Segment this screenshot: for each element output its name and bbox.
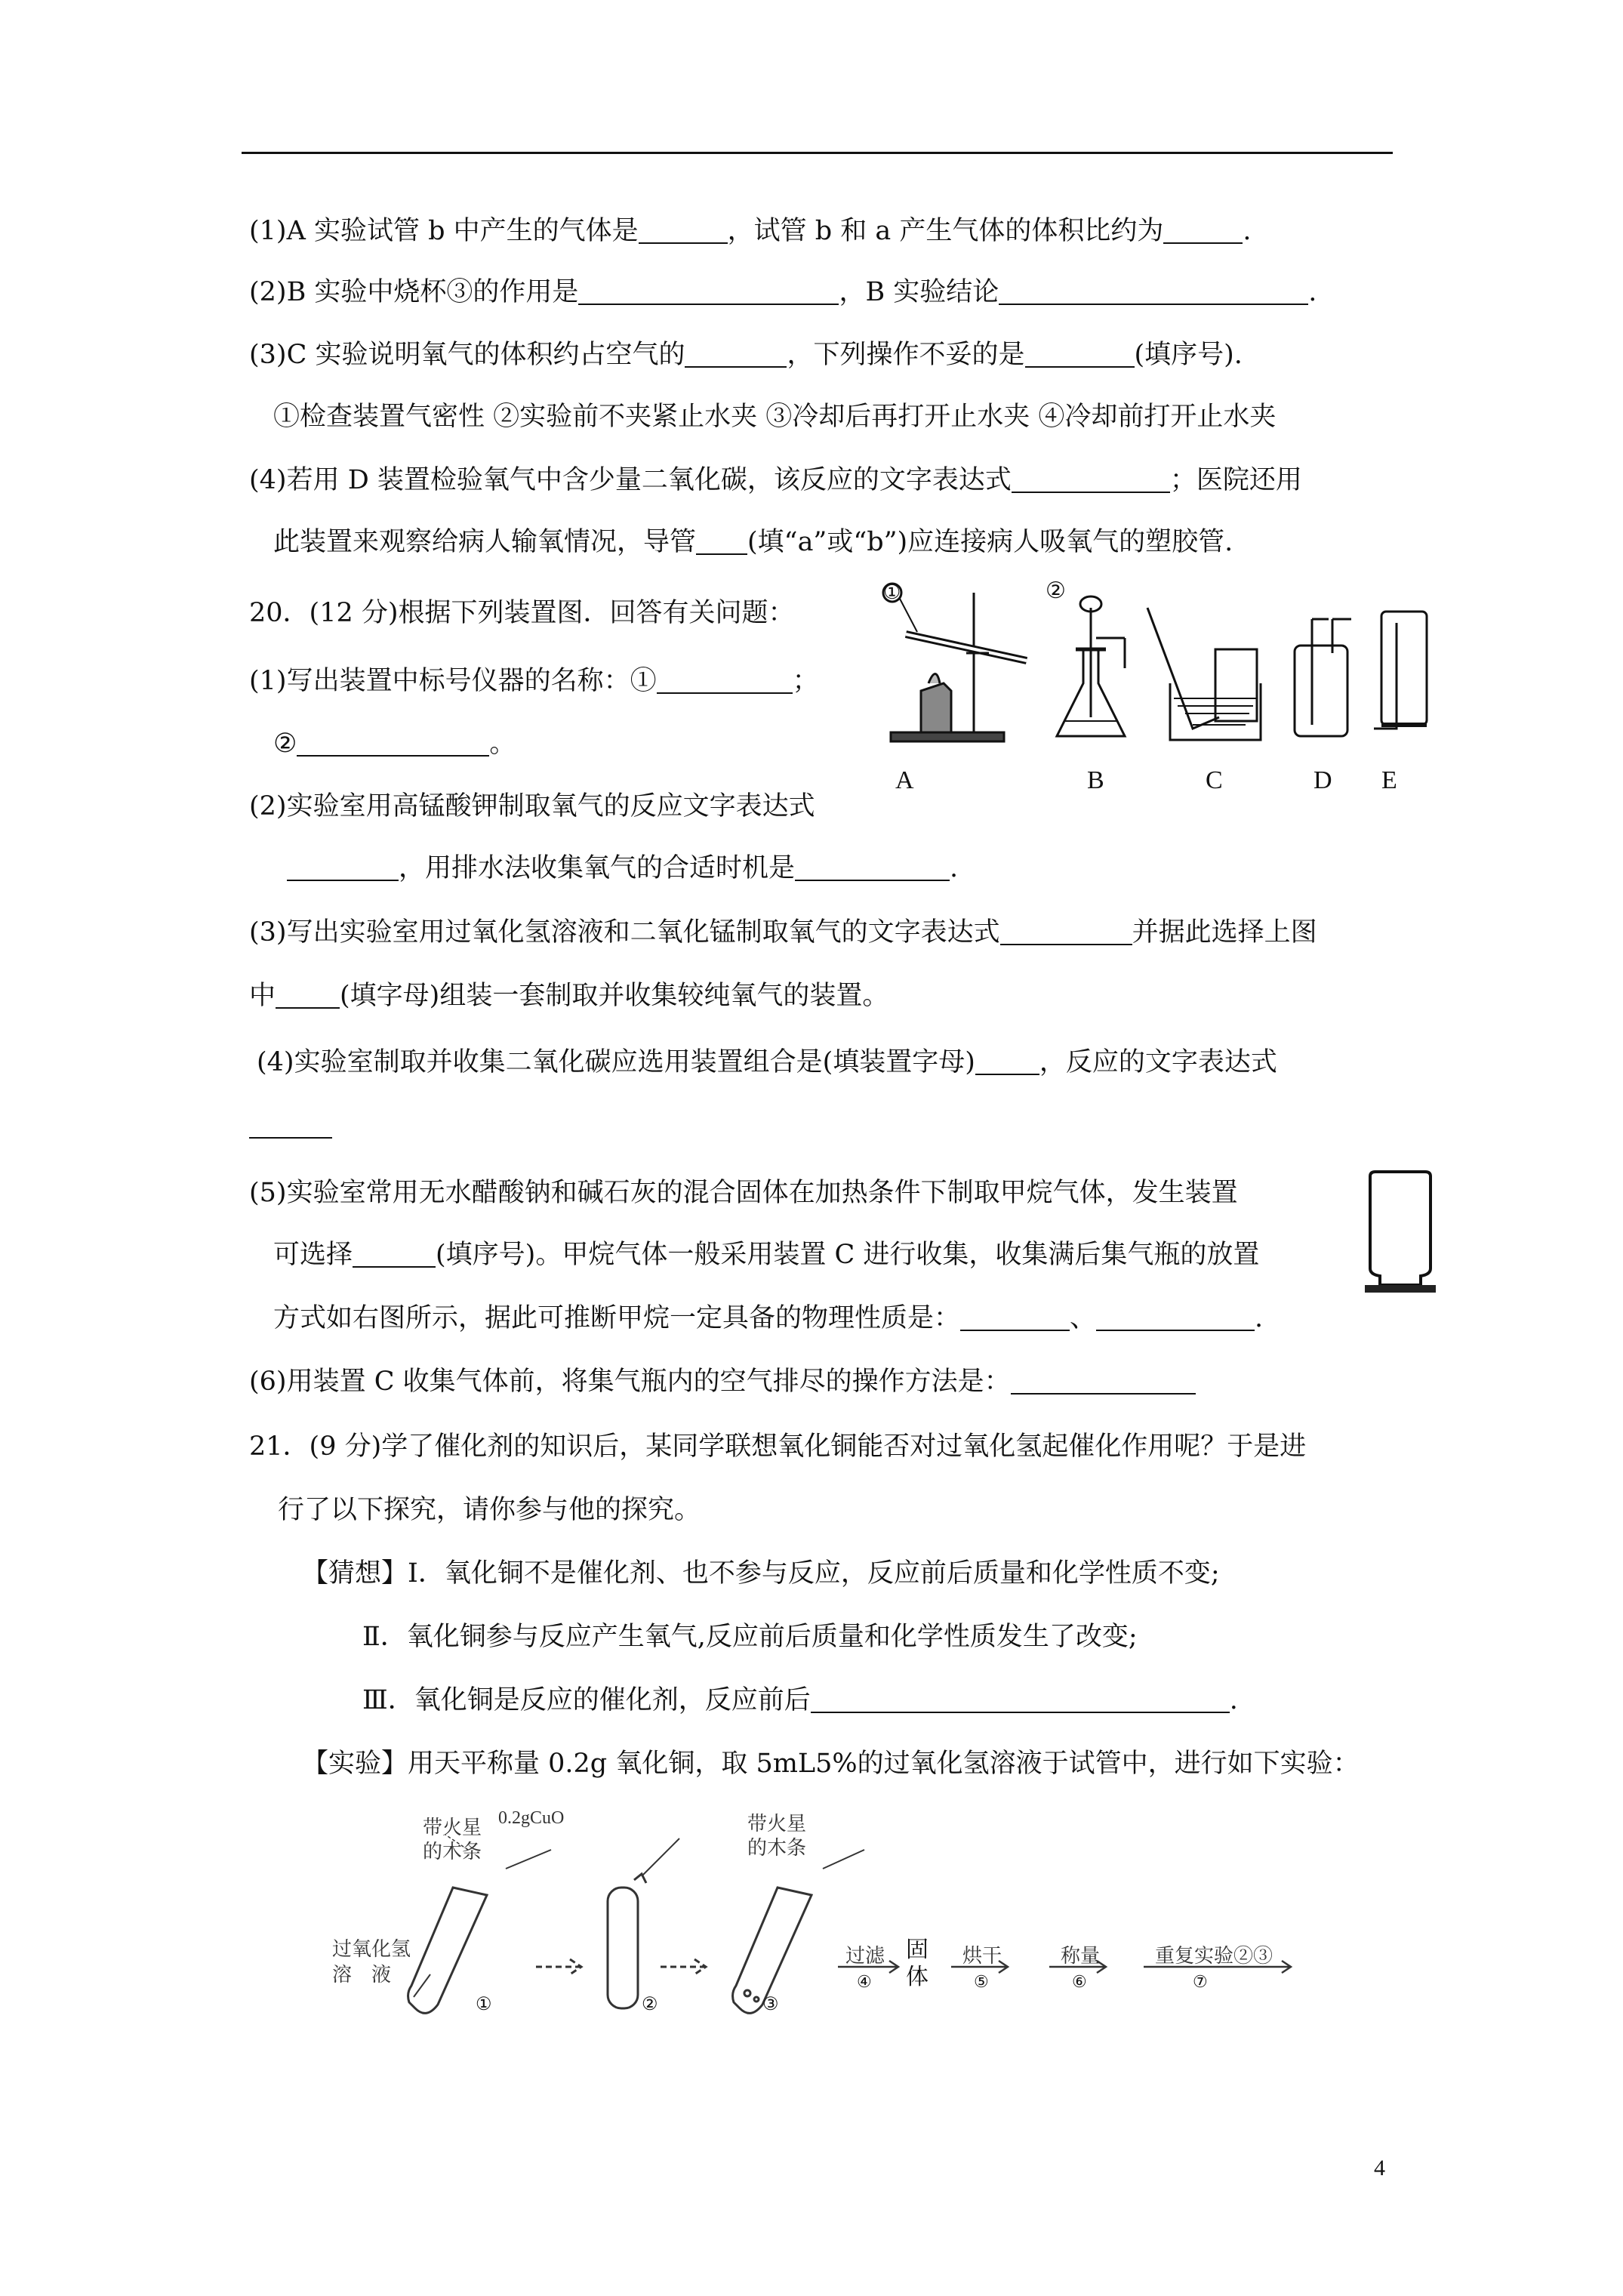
- q19-part3: [249, 338, 1243, 371]
- q20-part5-cont2: [273, 1302, 1263, 1335]
- answer-blank[interactable]: [578, 276, 839, 305]
- h2o2-label: [332, 1937, 411, 1988]
- solid-line2: 体: [906, 1965, 929, 1989]
- q19-part3-text3: (填序号).: [1134, 340, 1243, 370]
- q20-part5-sep: 、: [1070, 1303, 1097, 1333]
- answer-blank[interactable]: [685, 339, 787, 368]
- q19-part1: [249, 214, 1252, 248]
- weigh-label: 称量: [1061, 1945, 1101, 1967]
- filter-label: 过滤: [845, 1945, 885, 1967]
- solid-line1: 固: [906, 1937, 929, 1962]
- q19-part3-text2: ，下列操作不妥的是: [787, 340, 1025, 370]
- repeat-label: 重复实验②③: [1155, 1945, 1273, 1967]
- label-c: C: [1206, 766, 1223, 794]
- apparatus-a: [883, 584, 1027, 741]
- splint-1-line2: 的木条: [423, 1841, 482, 1863]
- solid-label: [906, 1937, 929, 1991]
- q20-part2-text2: ，用排水法收集氧气的合适时机是: [399, 853, 796, 883]
- answer-blank[interactable]: [657, 665, 793, 694]
- label-e: E: [1381, 766, 1397, 794]
- q19-part1-end: .: [1243, 216, 1252, 246]
- q19-options: ①检查装置气密性 ②实验前不夹紧止水夹 ③冷却后再打开止水夹 ④冷却前打开止水夹: [273, 402, 1277, 432]
- answer-blank[interactable]: [249, 1110, 332, 1139]
- answer-blank[interactable]: [960, 1302, 1070, 1331]
- q20-part1-cont: [273, 727, 516, 760]
- q19-part4-cont: [273, 525, 1233, 559]
- q20-part3: [249, 916, 1317, 949]
- q21-heading-cont: 行了以下探究，请你参与他的探究。: [278, 1495, 701, 1525]
- answer-blank[interactable]: [1096, 1302, 1255, 1331]
- answer-blank[interactable]: [276, 980, 340, 1009]
- apparatus-b: [1057, 596, 1125, 736]
- dry-label: 烘干: [962, 1945, 1002, 1967]
- q19-part2-end: .: [1308, 277, 1317, 307]
- apparatus-mark-2: ②: [1046, 578, 1066, 603]
- q20-part3-cont: [249, 979, 888, 1012]
- answer-blank[interactable]: [795, 852, 950, 881]
- q19-part2: [249, 276, 1317, 309]
- splint-label-2: [747, 1812, 806, 1860]
- apparatus-c: [1147, 608, 1261, 740]
- apparatus-mark-1: ①: [883, 581, 901, 603]
- q20-part5-cont1: [273, 1238, 1259, 1271]
- q20-part5-end: .: [1255, 1303, 1264, 1333]
- q19-part4-text2: ；医院还用: [1169, 465, 1302, 495]
- q19-part4-text4: (填“a”或“b”)应连接病人吸氧气的塑胶管.: [747, 527, 1233, 557]
- q20-part1: [249, 664, 819, 698]
- q19-part1-text: (1)A 实验试管 b 中产生的气体是: [249, 216, 639, 246]
- step-2-label: ②: [642, 1995, 658, 2014]
- step-3-label: ③: [762, 1995, 779, 2014]
- q21-experiment: 【实验】用天平称量 0.2g 氧化铜，取 5mL5%的过氧化氢溶液于试管中，进行如下实验：: [302, 1749, 1360, 1779]
- splint-2-line1: 带火星: [747, 1813, 807, 1835]
- answer-blank[interactable]: [999, 276, 1308, 305]
- q19-part4-text: (4)若用 D 装置检验氧气中含少量二氧化碳，该反应的文字表达式: [249, 465, 1012, 495]
- q19-part3-text: (3)C 实验说明氧气的体积约占空气的: [249, 340, 685, 370]
- q20-part1-text2: ；: [792, 666, 819, 696]
- q20-part5-text4: 方式如右图所示，据此可推断甲烷一定具备的物理性质是：: [273, 1303, 961, 1333]
- answer-blank[interactable]: [1012, 464, 1170, 493]
- label-a: A: [895, 766, 914, 794]
- q20-part5-text3: (填序号)。甲烷气体一般采用装置 C 进行收集，收集满后集气瓶的放置: [436, 1240, 1260, 1270]
- answer-blank[interactable]: [975, 1046, 1039, 1075]
- weigh-step-label: ⑥: [1072, 1972, 1087, 1991]
- page-number: 4: [1374, 2156, 1385, 2180]
- answer-blank[interactable]: [696, 526, 747, 555]
- q20-part3-text2: 并据此选择上图: [1132, 917, 1317, 948]
- answer-blank[interactable]: [297, 728, 489, 757]
- inverted-jar-figure: [1359, 1170, 1442, 1302]
- label-b: B: [1087, 766, 1104, 794]
- q20-part4-text: (4)实验室制取并收集二氧化碳应选用装置组合是(填装置字母): [257, 1047, 975, 1077]
- dry-step-label: ⑤: [974, 1972, 989, 1991]
- splint-label-1: [423, 1816, 482, 1864]
- apparatus-d: [1295, 619, 1351, 736]
- splint-2-line2: 的木条: [747, 1837, 807, 1859]
- q19-part2-text: (2)B 实验中烧杯③的作用是: [249, 277, 579, 307]
- q21-heading: 21．(9 分)学了催化剂的知识后，某同学联想氧化铜能否对过氧化氢起催化作用呢？于是进: [249, 1432, 1307, 1462]
- q20-part1-end: 。: [489, 729, 516, 759]
- q20-part2: (2)实验室用高锰酸钾制取氧气的反应文字表达式: [249, 791, 815, 821]
- q21-guess-3: [362, 1684, 1238, 1717]
- h2o2-line1: 过氧化氢: [332, 1938, 411, 1960]
- q20-part3-text4: (填字母)组装一套制取并收集较纯氧气的装置。: [340, 981, 889, 1011]
- apparatus-figure: [876, 578, 1442, 759]
- apparatus-e: [1374, 612, 1427, 729]
- q19-part2-text2: ，B 实验结论: [839, 277, 999, 307]
- q20-heading: 20．(12 分)根据下列装置图．回答有关问题：: [249, 598, 795, 628]
- cuo-label: 0.2gCuO: [498, 1808, 565, 1828]
- q20-part3-text3: 中: [249, 981, 276, 1011]
- q20-part2-end: .: [950, 853, 959, 883]
- q21-guess-3-text: Ⅲ．氧化铜是反应的催化剂，反应前后: [362, 1685, 811, 1715]
- q20-part1-mark2: ②: [273, 729, 297, 759]
- q19-part4: [249, 464, 1302, 497]
- step-1-label: ①: [476, 1995, 492, 2014]
- tube-2: [608, 1838, 679, 2008]
- h2o2-line2: 溶 液: [332, 1964, 392, 1986]
- q20-part5: (5)实验室常用无水醋酸钠和碱石灰的混合固体在加热条件下制取甲烷气体，发生装置: [249, 1178, 1238, 1208]
- repeat-step-label: ⑦: [1193, 1972, 1208, 1991]
- q20-part6: [249, 1365, 1196, 1398]
- answer-blank[interactable]: [1000, 917, 1132, 945]
- answer-blank[interactable]: [639, 215, 728, 244]
- q20-part6-text: (6)用装置 C 收集气体前，将集气瓶内的空气排尽的操作方法是：: [249, 1367, 1011, 1397]
- q20-part2-cont: [287, 852, 958, 885]
- answer-blank[interactable]: [1163, 215, 1243, 244]
- q20-part4-text2: ，反应的文字表达式: [1039, 1047, 1277, 1077]
- filter-step-label: ④: [857, 1972, 872, 1991]
- q21-guess-3-end: .: [1229, 1685, 1238, 1715]
- answer-blank[interactable]: [287, 852, 399, 881]
- q19-part1-text2: ，试管 b 和 a 产生气体的体积比约为: [727, 216, 1164, 246]
- q21-guess-2: Ⅱ．氧化铜参与反应产生氧气,反应前后质量和化学性质发生了改变;: [362, 1622, 1138, 1652]
- tube-3: [733, 1850, 864, 2013]
- answer-blank[interactable]: [811, 1684, 1230, 1713]
- answer-blank[interactable]: [1011, 1366, 1196, 1395]
- q21-guess-1: 【猜想】Ⅰ．氧化铜不是催化剂、也不参与反应，反应前后质量和化学性质不变;: [302, 1558, 1220, 1589]
- answer-blank[interactable]: [353, 1239, 436, 1268]
- answer-blank[interactable]: [1025, 339, 1135, 368]
- label-d: D: [1313, 766, 1332, 794]
- q19-part4-text3: 此装置来观察给病人输氧情况，导管: [273, 527, 697, 557]
- q20-part4: [257, 1046, 1277, 1079]
- q20-part3-text: (3)写出实验室用过氧化氢溶液和二氧化锰制取氧气的文字表达式: [249, 917, 1000, 948]
- header-rule: [242, 152, 1393, 154]
- q20-part5-text2: 可选择: [273, 1240, 353, 1270]
- q20-part1-text: (1)写出装置中标号仪器的名称：①: [249, 666, 657, 696]
- splint-1-line1: 带火星: [423, 1817, 482, 1838]
